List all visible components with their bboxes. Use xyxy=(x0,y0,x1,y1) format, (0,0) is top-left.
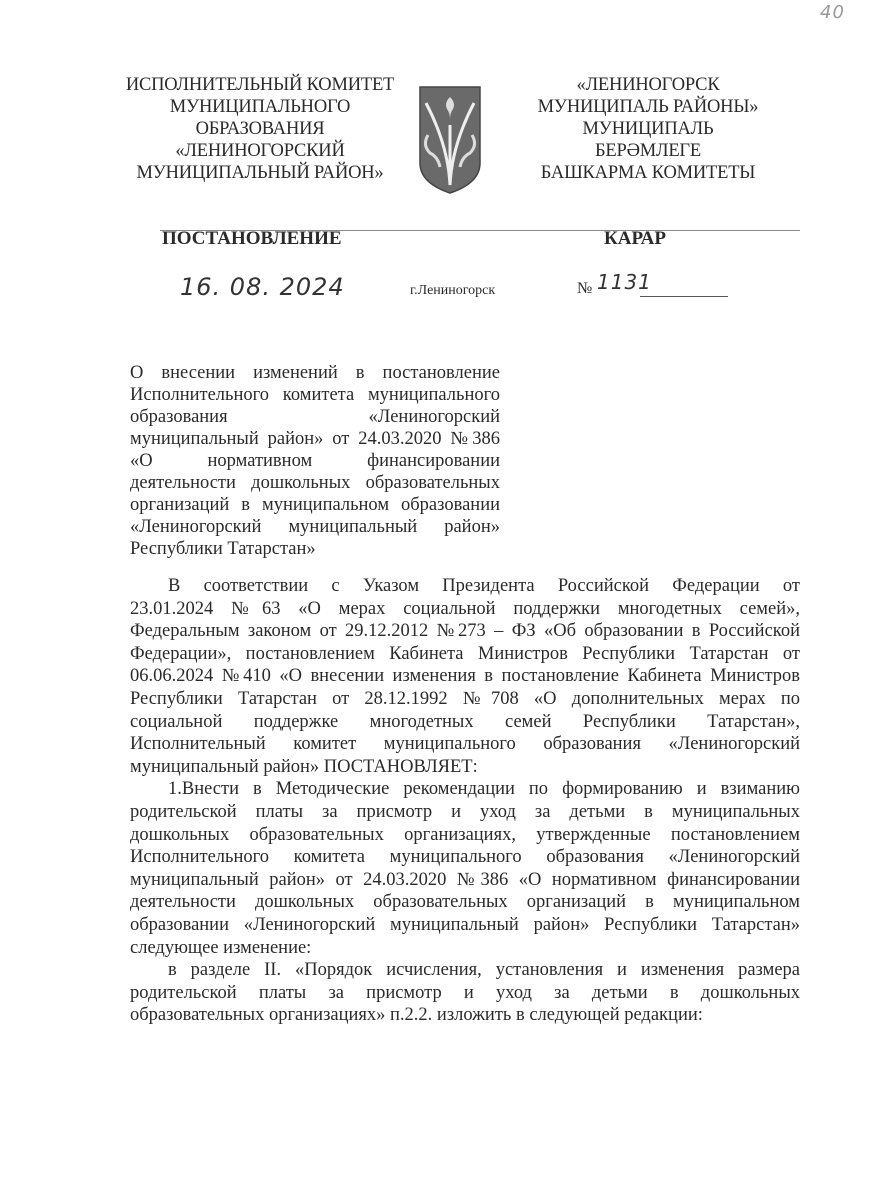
body-line: Федеральным законом от 29.12.2012 №273 – ФЗ «Об образовании в Российской xyxy=(130,621,800,642)
body-line: образовательных организациях» п.2.2. изложить в следующей редакции: xyxy=(130,1005,703,1026)
header-line: МУНИЦИПАЛЬ xyxy=(582,119,714,139)
coat-of-arms-emblem xyxy=(418,85,482,195)
subject-line: муниципальный район» от 24.03.2020 №386 xyxy=(130,429,500,449)
header-line: БЕРӘМЛЕГЕ xyxy=(594,141,702,161)
subject-line: Республики Татарстан» xyxy=(130,539,316,559)
body-line: социальной поддержке многодетных семей Республики Татарстан», xyxy=(130,711,800,732)
doc-type-tatar: КАРАР xyxy=(604,228,667,249)
body-line: Федерации», постановлением Кабинета Министров Республики Татарстан от xyxy=(130,643,800,664)
body-line: муниципальный район» от 24.03.2020 №386 «О нормативном финансировании xyxy=(130,869,800,890)
header-line: БАШКАРМА КОМИТЕТЫ xyxy=(540,163,756,183)
subject-line: Исполнительного комитета муниципального xyxy=(130,385,500,405)
body-line: Республики Татарстан от 28.12.1992 №708 «О дополнительных мерах по xyxy=(130,689,800,709)
body-line: деятельности дошкольных образовательных организаций в муниципальном xyxy=(130,892,800,913)
city: г.Лениногорск xyxy=(410,283,496,298)
body-line: Исполнительного комитета муниципального образования «Лениногорский xyxy=(130,847,800,868)
body-line: дошкольных образовательных организациях, утвержденные постановлением xyxy=(130,824,800,845)
header-line: МУНИЦИПАЛЬНОГО xyxy=(169,97,351,117)
body-line: муниципальный район» ПОСТАНОВЛЯЕТ: xyxy=(130,756,478,777)
header-line: МУНИЦИПАЛЬ РАЙОНЫ» xyxy=(537,97,759,117)
header-line: ИСПОЛНИТЕЛЬНЫЙ КОМИТЕТ xyxy=(125,75,395,95)
subject-line: образования «Лениногорский xyxy=(130,407,500,427)
header-right-tatar xyxy=(488,74,808,184)
body-line: В соответствии с Указом Президента Российской Федерации от xyxy=(168,576,800,596)
subject-line: «Лениногорский муниципальный район» xyxy=(130,517,500,537)
subject-line: «О нормативном финансировании xyxy=(130,451,500,471)
subject-line: организаций в муниципальном образовании xyxy=(130,495,500,515)
subject-line: деятельности дошкольных образовательных xyxy=(130,473,500,493)
doc-type-russian: ПОСТАНОВЛЕНИЕ xyxy=(162,228,342,249)
body-line: 1.Внести в Методические рекомендации по формированию и взиманию xyxy=(168,779,800,800)
body-line: образовании «Лениногорский муниципальный район» Республики Татарстан» xyxy=(130,915,800,935)
body-line: 06.06.2024 №410 «О внесении изменения в постановление Кабинета Министров xyxy=(130,666,800,687)
header-left-russian xyxy=(100,74,420,184)
body-line: 23.01.2024 №63 «О мерах социальной поддержки многодетных семей», xyxy=(130,598,800,619)
number-underline xyxy=(640,296,728,297)
body-line: родительской платы за присмотр и уход за детьми в муниципальных xyxy=(130,802,800,822)
document-date: 16. 08. 2024 xyxy=(180,273,345,301)
header-line: ОБРАЗОВАНИЯ xyxy=(195,119,325,139)
corner-handwritten-mark: 40 xyxy=(820,2,845,23)
body-line: родительской платы за присмотр и уход за детьми в дошкольных xyxy=(130,982,800,1003)
number-label: № xyxy=(577,280,593,297)
header-line: МУНИЦИПАЛЬНЫЙ РАЙОН» xyxy=(136,163,384,183)
body-line: следующее изменение: xyxy=(130,937,312,958)
body-line: в разделе II. «Порядок исчисления, установления и изменения размера xyxy=(168,960,800,981)
document-number: 1131 xyxy=(597,270,652,294)
subject-line: О внесении изменений в постановление xyxy=(130,363,500,383)
header-line: «ЛЕНИНОГОРСКИЙ xyxy=(175,141,345,161)
body-line: Исполнительный комитет муниципального образования «Лениногорский xyxy=(130,734,800,755)
header-line: «ЛЕНИНОГОРСК xyxy=(576,75,720,95)
